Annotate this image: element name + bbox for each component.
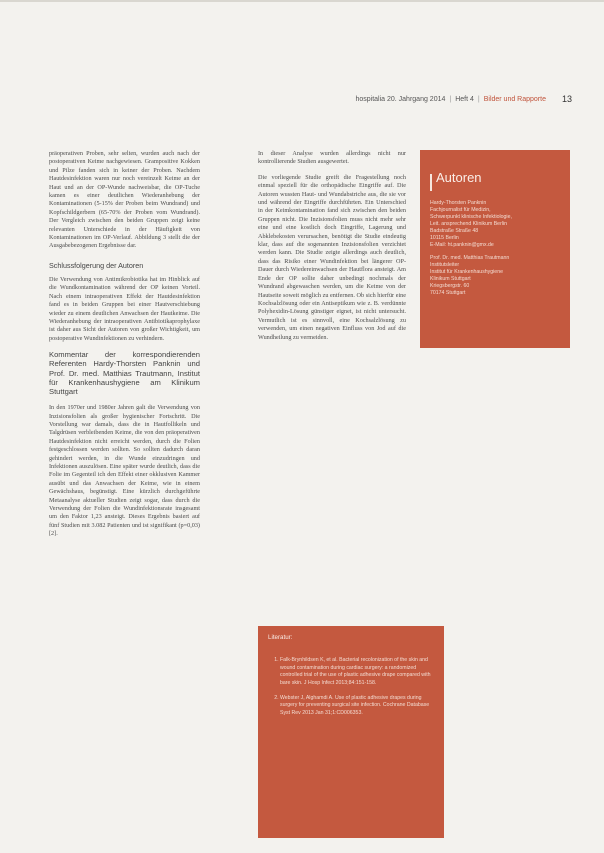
authors-title: Autoren	[436, 170, 482, 185]
column-left	[49, 150, 200, 546]
column-middle	[258, 150, 406, 349]
literature-title: Literatur:	[268, 634, 293, 641]
author-line: Institutsleiter	[430, 262, 460, 268]
title-bar	[430, 174, 432, 191]
author-email: E-Mail: ht.panknin@gmx.de	[430, 242, 494, 248]
body-paragraph: präoperativen Proben, sehr selten, wurden auch nach der postoperativen Keime nachgewiesen. Grampositive Kokken und Pilze fanden sich in keiner der Proben. Nachdem Hautdesinfektion waren nur noch vereinzelt Keime an der Haut und an der OP-Wunde nachweisbar, die OP-Tuche kamen es einer deutlichen Wiederanhebung der Kontaminationen (5-15% der Proben beim Wundrand) und Kopfschildgerbern (65-70% der Proben vom Wundrand). Der Vergleich zwischen den beiden Gruppen zeigt keine relevanten Unterschiede in der Häufigkeit von Kontaminationen im OP-Verlauf. Abbildung 3 stellt die der Ausgabebezogenen Ergebnisse dar.	[49, 150, 200, 250]
section-label: Bilder und Rapporte	[483, 95, 546, 103]
author-block-2	[430, 255, 560, 297]
author-line: Schwerpunkt klinische Infektiologie,	[430, 214, 512, 220]
body-paragraph: Die Verwendung von Antimikrobiotika hat im Hinblick auf die Wundkontamination während der OP keinen Vorteil. Nach einem intraoperativen Effekt der Hautdesinfektion fand es in beiden Gruppen bei einer Hautverschiebung wieder zu einem deutlichen Anwachsen der Hautkeime. Die Wiederanhebung der intraoperativen Antibiotikaprophylaxe ist daher aus Sicht der Autoren von großer Wichtigkeit, um postoperative Wundinfektionen zu verhindern.	[49, 275, 200, 342]
running-header	[355, 94, 572, 104]
author-line: Prof. Dr. med. Matthias Trautmann	[430, 255, 510, 261]
literature-box	[258, 626, 444, 838]
reference-item: 1. Falk-Brynhildsen K, et al. Bacterial recolonization of the skin and wound contamination during cardiac surgery: a randomized controlled trial of the use of plastic adhesive drape compared with bare skin. J Hosp Infect 2013;84:151-158.	[280, 657, 434, 687]
issue-label: Heft 4	[455, 95, 474, 103]
author-line: Kriegsbergstr. 60	[430, 283, 470, 289]
author-line: Badstraße Straße 48	[430, 228, 479, 234]
body-paragraph: Die vorliegende Studie greift die Fragestellung noch einmal speziell für die orthopädische Eingriffe auf. Die Autoren wussten Haut- und Wundabstriche aus, die sie vor und während der Eingriffe durchführten. Ein Unterschied in der Keimkontamination fand sich zwischen den beiden Gruppen nicht. Die Inzisionsfolien muss nicht mehr sehr eine und eine kostlich doch Eingriffe, Lagerung und Abklebekosten verursachen, benötigt die Studie eindeutig klar, dass auf die sogenannten Inzisionsfolien verzichtet werden kann. Die Studie zeigte allerdings auch deutlich, dass das Risiko einer Wundinfektion bei längerer OP-Dauer durch Wiedereinwachsen der Hautflora ansteigt. Am Ende der OP sollte daher unbedingt nochmals der Wundrand abgewaschen werden, um die Keime von der Hautseite soweit möglich zu entfernen. Ob sich hierfür eine Kochsalzlösung oder ein Antiseptikum wie z. B. verdünnte Polyhexidin-Lösung günstiger eignet, ist nicht untersucht. Vermutlich ist es sinnvoll, eine Kochsalzlösung zu verwenden, um einen negativen Einfluss von Jod auf die Wundheilung zu vermeiden.	[258, 173, 406, 341]
authors-box	[420, 150, 570, 348]
top-rule	[0, 0, 604, 2]
author-line: Fachjournalist für Medizin,	[430, 207, 491, 213]
section-heading-conclusion: Schlussfolgerung der Autoren	[49, 260, 144, 270]
author-line: 10115 Berlin	[430, 235, 459, 241]
body-paragraph: In den 1970er und 1980er Jahren galt die Verwendung von Inzisionsfolien als großer hygienischer Fortschritt. Die Vorstellung war damals, dass die in Hautfollikeln und Talgdrüsen verbleibenden Keime, die von den präoperativen Hautdesinfektion nicht erreicht werden, durch die Folien festgeschlossen werden sollten. So sollten dadurch daran gehindert werden, in die Wunde einzudringen und Infektionen auszulösen. Eine später wurde deutlich, dass die Folie im Gegenteil ich den Effekt einer okklusiven Kammer ausübt und das Anwachsen der Keime, wie in einem Gewächshaus, begünstigt. Eine kürzlich durchgeführte Metaanalyse aktueller Studien zeigt sogar, dass durch die Verwendung der Folien die Wundinfektionsrate insgesamt um den Faktor 1,23 ansteigt. Dieses Ergebnis basiert auf fünf Studien mit 3.082 Patienten und ist signifikant (p=0,03) [2].	[49, 404, 200, 538]
header-separator: |	[449, 95, 452, 103]
reference-item: 2. Webster J, Alghamdi A. Use of plastic adhesive drapes during surgery for preventing surgical site infection. Cochrane Database Syst Rev 2013 Jan 31;1:CD006353.	[280, 695, 434, 717]
author-line: Institut für Krankenhaushygiene	[430, 269, 503, 275]
author-line: Leit. ansprechend Klinikum Berlin	[430, 221, 507, 227]
author-line: Klinikum Stuttgart	[430, 276, 471, 282]
author-line: Hardy-Thorsten Panknin	[430, 200, 487, 206]
reference-list	[268, 657, 434, 717]
page-number: 13	[561, 94, 572, 104]
journal-name: hospitalia 20. Jahrgang 2014	[355, 95, 446, 103]
section-heading-commentary: Kommentar der korrespondierenden Referenten Hardy-Thorsten Panknin und Prof. Dr. med. Matthias Trautmann, Institut für Krankenhaushygiene am Klinikum Stuttgart	[49, 350, 200, 396]
author-block-1	[430, 200, 560, 249]
header-separator: |	[477, 95, 480, 103]
body-paragraph: In dieser Analyse wurden allerdings nicht nur kontrollierende Studien ausgewertet.	[258, 150, 406, 166]
author-line: 70174 Stuttgart	[430, 290, 466, 296]
